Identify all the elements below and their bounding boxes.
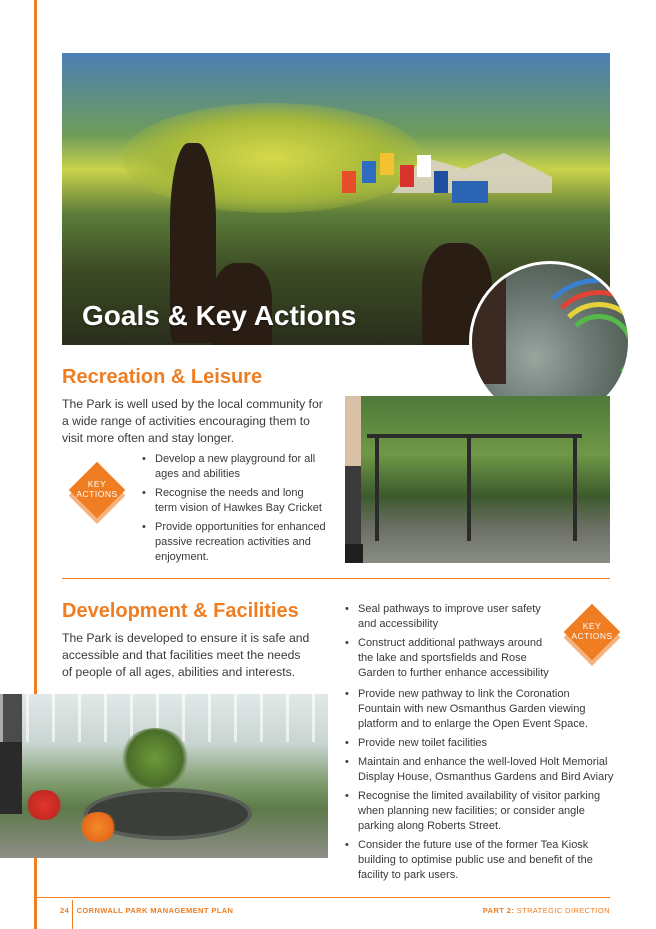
page-title: Goals & Key Actions [82,300,357,331]
section-heading-recreation: Recreation & Leisure [62,366,263,388]
hero-flag [434,171,448,193]
badge-label-line2: ACTIONS [76,489,118,499]
development-actions-list-b [345,687,615,887]
part-title: STRATEGIC DIRECTION [516,906,610,915]
development-actions-list-a [345,602,553,685]
swing-frame [367,434,582,438]
hero-flag [342,171,356,193]
badge-label-line2: ACTIONS [571,631,613,641]
hero-flag [400,165,414,187]
hero-trees [122,103,422,213]
red-flowers [24,790,64,820]
badge-label-line1: KEY [87,479,107,489]
key-actions-badge [563,603,621,661]
badge-label-line1: KEY [582,621,602,631]
list-item: • Recognise the needs and long term vision of Hawkes Bay Cricket [142,486,328,516]
list-item: • Consider the future use of the former Tea Kiosk building to optimise public use and benefit of the facility to park users. [345,838,615,883]
display-house-photo [0,694,328,858]
swing-post [467,436,471,541]
swing-post [375,436,379,541]
part-label: PART 2: [482,906,515,915]
recreation-intro: The Park is well used by the local community for a wide range of activities encouraging them to visit more often and stay longer. [62,397,323,445]
palm-plant [120,728,190,788]
badge-label [563,621,621,641]
adult-figure [345,396,361,466]
development-intro: The Park is developed to ensure it is safe and accessible and that facilities meet the needs of people of all ages, abilities and interests. [62,631,310,679]
orange-flowers [78,812,118,842]
list-item: • Develop a new playground for all ages and abilities [142,452,328,482]
recreation-actions-list [142,452,328,569]
hero-flag [362,161,376,183]
hero-flag [417,155,431,177]
adult-figure [345,544,363,563]
section-heading-development: Development & Facilities [62,600,299,622]
footer-rule [37,897,610,898]
key-actions-badge [68,461,126,519]
arc-green [564,314,631,384]
adult-figure [345,466,361,544]
swing-post [573,436,577,541]
list-item: • Provide new pathway to link the Coronation Fountain with new Osmanthus Garden viewing platform and to enlarge the Open Event Space. [345,687,615,732]
list-item: • Seal pathways to improve user safety and accessibility [345,602,553,632]
section-divider [62,578,610,579]
list-item: • Provide opportunities for enhanced passive recreation activities and enjoyment. [142,520,328,565]
playground-photo [345,396,610,563]
footer-part [483,906,610,915]
list-item: • Maintain and enhance the well-loved Holt Memorial Display House, Osmanthus Gardens and Bird Aviary [345,755,615,785]
hero-flag [452,181,488,203]
document-title: CORNWALL PARK MANAGEMENT PLAN [76,906,234,915]
list-item: • Provide new toilet facilities [345,736,615,751]
list-item: • Recognise the limited availability of visitor parking when planning new facilities; or consider angle parking along Roberts Street. [345,789,615,834]
hero-flag [380,153,394,175]
list-item: • Construct additional pathways around the lake and sportsfields and Rose Garden to further enhance accessibility [345,636,553,681]
footer-document-title [60,906,233,915]
badge-label [68,479,126,499]
page-number: 24 [60,906,70,915]
